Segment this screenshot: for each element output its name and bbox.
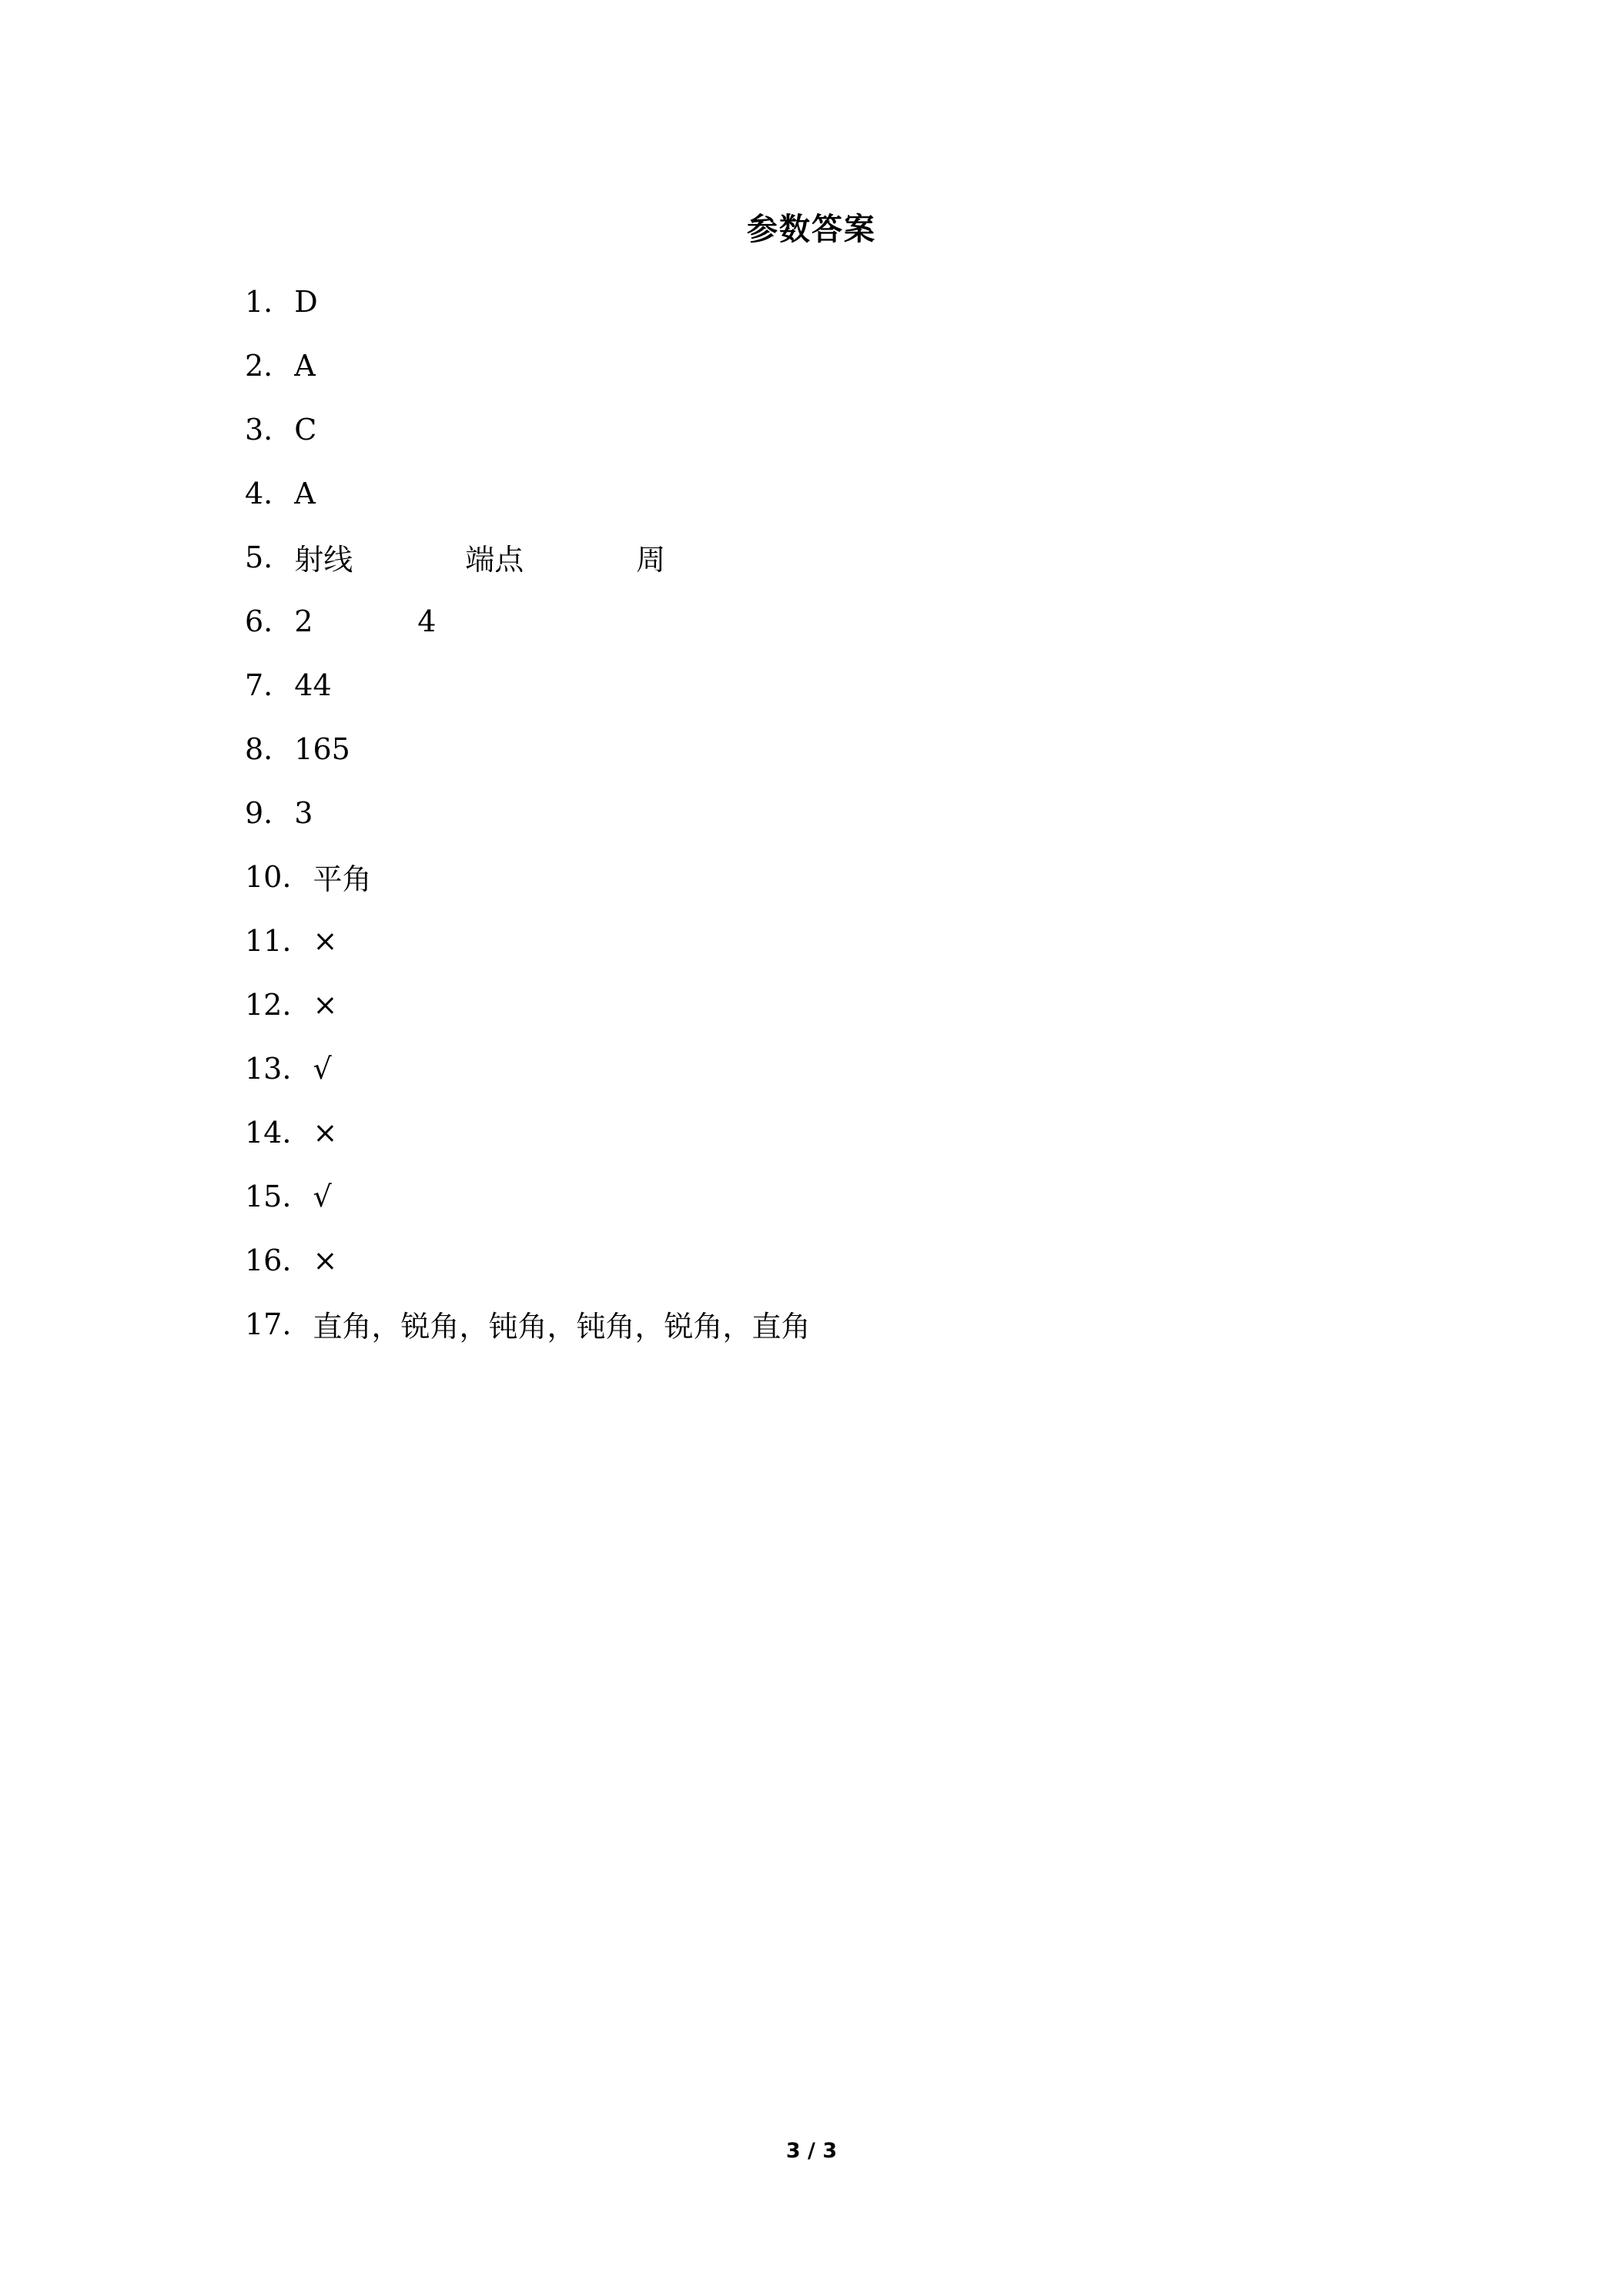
answer-value: 165 — [294, 731, 350, 766]
answer-value: 平角 — [313, 862, 372, 896]
answer-item-2 — [245, 333, 810, 397]
answer-value: A — [294, 476, 316, 510]
answer-item-14 — [245, 1100, 810, 1164]
answer-value: 3 — [294, 795, 313, 830]
page-title: 参数答案 — [747, 212, 876, 247]
answer-value: 端点 — [465, 543, 524, 577]
answer-item-13 — [245, 1036, 810, 1100]
answer-number: 16. — [245, 1243, 292, 1277]
answer-item-6 — [245, 589, 810, 653]
answer-number: 3. — [245, 412, 273, 447]
cross-mark: × — [313, 1115, 338, 1150]
answer-item-17 — [245, 1292, 810, 1356]
answer-number: 2. — [245, 348, 273, 383]
answer-number: 15. — [245, 1179, 292, 1213]
answer-item-5 — [245, 525, 810, 589]
answer-number: 9. — [245, 795, 273, 830]
answer-item-1 — [245, 269, 810, 333]
answer-number: 4. — [245, 476, 273, 510]
answer-item-15 — [245, 1164, 810, 1228]
answer-value: 2 — [294, 604, 313, 638]
answer-item-8 — [245, 717, 810, 781]
answer-value: D — [294, 284, 318, 319]
answer-number: 12. — [245, 987, 292, 1022]
answer-item-10 — [245, 845, 810, 909]
answer-item-7 — [245, 653, 810, 717]
answer-value: 4 — [417, 604, 437, 638]
answer-value: 周 — [636, 543, 666, 577]
answer-value: 44 — [294, 668, 332, 702]
answer-value: 射线 — [294, 543, 353, 577]
answer-number: 6. — [245, 604, 273, 638]
cross-mark: × — [313, 923, 338, 958]
check-mark: √ — [313, 1179, 332, 1213]
answer-item-16 — [245, 1228, 810, 1292]
answer-number: 5. — [245, 540, 273, 574]
answer-number: 10. — [245, 859, 292, 894]
answer-number: 11. — [245, 923, 292, 958]
answer-item-9 — [245, 781, 810, 845]
answer-number: 8. — [245, 731, 273, 766]
answer-item-12 — [245, 972, 810, 1036]
answer-number: 14. — [245, 1115, 292, 1150]
answer-item-11 — [245, 909, 810, 972]
answer-number: 17. — [245, 1307, 292, 1341]
cross-mark: × — [313, 987, 338, 1022]
answer-list — [245, 269, 810, 1356]
cross-mark: × — [313, 1243, 338, 1277]
answer-number: 7. — [245, 668, 273, 702]
check-mark: √ — [313, 1051, 332, 1086]
answer-number: 1. — [245, 284, 273, 319]
answer-value: A — [294, 348, 316, 383]
answer-value: 直角，锐角，钝角，钝角，锐角，直角 — [313, 1310, 811, 1344]
page-number: 3 / 3 — [785, 2139, 838, 2163]
answer-value: C — [294, 412, 317, 447]
answer-item-3 — [245, 397, 810, 461]
answer-number: 13. — [245, 1051, 292, 1086]
answer-item-4 — [245, 461, 810, 525]
